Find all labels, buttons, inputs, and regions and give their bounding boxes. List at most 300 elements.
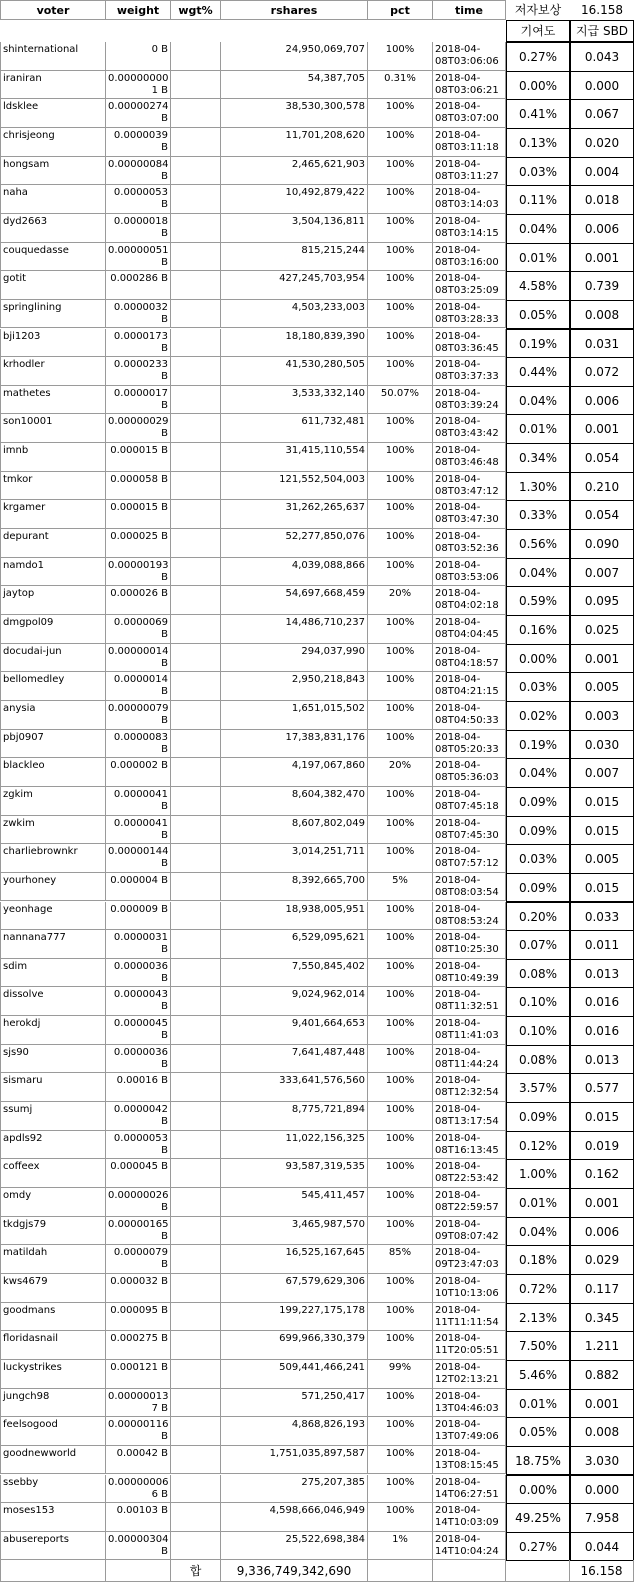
table-row bbox=[0, 1417, 640, 1446]
pct-cell: 100% bbox=[368, 99, 433, 128]
rshares-cell: 18,180,839,390 bbox=[221, 329, 368, 358]
table-row bbox=[0, 959, 640, 988]
sum-rshares: 9,336,749,342,690 bbox=[221, 1560, 368, 1582]
sbd-cell: 0.577 bbox=[570, 1073, 634, 1103]
pct-cell: 100% bbox=[368, 157, 433, 186]
rshares-cell: 7,550,845,402 bbox=[221, 959, 368, 988]
voter-cell: feelsogood bbox=[0, 1417, 106, 1446]
rshares-cell: 699,966,330,379 bbox=[221, 1331, 368, 1360]
time-cell: 2018-04-13T08:15:45 bbox=[433, 1446, 506, 1475]
table-row bbox=[0, 1446, 640, 1475]
voter-cell: omdy bbox=[0, 1188, 106, 1217]
wgt-cell bbox=[171, 1217, 221, 1246]
contribution-cell: 2.13% bbox=[506, 1303, 570, 1333]
table-row bbox=[0, 1389, 640, 1418]
rshares-cell: 31,415,110,554 bbox=[221, 443, 368, 472]
contribution-cell: 0.09% bbox=[506, 787, 570, 817]
weight-cell: 0.00000013 7 B bbox=[106, 1389, 171, 1418]
time-cell: 2018-04-08T07:45:30 bbox=[433, 816, 506, 845]
rshares-cell: 14,486,710,237 bbox=[221, 615, 368, 644]
table-row bbox=[0, 1503, 640, 1532]
voter-cell: pbj0907 bbox=[0, 730, 106, 759]
wgt-cell bbox=[171, 185, 221, 214]
weight-cell: 0.0000173 B bbox=[106, 329, 171, 358]
weight-cell: 0.00000029 B bbox=[106, 414, 171, 443]
weight-cell: 0.0000041 B bbox=[106, 787, 171, 816]
weight-cell: 0.000015 B bbox=[106, 443, 171, 472]
weight-cell: 0.0000083 B bbox=[106, 730, 171, 759]
author-reward-value: 16.158 bbox=[581, 3, 623, 17]
wgt-cell bbox=[171, 1446, 221, 1475]
pct-cell: 100% bbox=[368, 1446, 433, 1475]
pct-cell: 100% bbox=[368, 300, 433, 329]
rshares-cell: 9,024,962,014 bbox=[221, 987, 368, 1016]
rshares-cell: 8,607,802,049 bbox=[221, 816, 368, 845]
contribution-cell: 0.01% bbox=[506, 1188, 570, 1218]
rshares-cell: 571,250,417 bbox=[221, 1389, 368, 1418]
time-cell: 2018-04-13T07:49:06 bbox=[433, 1417, 506, 1446]
payout-header: 지급 SBD bbox=[570, 20, 634, 42]
sbd-cell: 0.031 bbox=[570, 329, 634, 359]
contribution-cell: 0.09% bbox=[506, 816, 570, 846]
rshares-cell: 3,465,987,570 bbox=[221, 1217, 368, 1246]
voter-cell: krhodler bbox=[0, 357, 106, 386]
sum-sbd: 16.158 bbox=[570, 1560, 634, 1582]
time-cell: 2018-04-08T03:11:18 bbox=[433, 128, 506, 157]
contribution-cell: 0.13% bbox=[506, 128, 570, 158]
sbd-cell: 0.345 bbox=[570, 1303, 634, 1333]
wgt-cell bbox=[171, 1131, 221, 1160]
weight-cell: 0.000058 B bbox=[106, 472, 171, 501]
rshares-cell: 199,227,175,178 bbox=[221, 1303, 368, 1332]
rshares-cell: 1,751,035,897,587 bbox=[221, 1446, 368, 1475]
sbd-cell: 0.000 bbox=[570, 71, 634, 101]
time-cell: 2018-04-08T03:07:00 bbox=[433, 99, 506, 128]
rshares-cell: 67,579,629,306 bbox=[221, 1274, 368, 1303]
voter-cell: sdim bbox=[0, 959, 106, 988]
voter-cell: ssebby bbox=[0, 1475, 106, 1504]
time-cell: 2018-04-08T04:50:33 bbox=[433, 701, 506, 730]
time-cell: 2018-04-11T11:11:54 bbox=[433, 1303, 506, 1332]
time-cell: 2018-04-08T10:25:30 bbox=[433, 930, 506, 959]
wgt-cell bbox=[171, 873, 221, 902]
rshares-cell: 611,732,481 bbox=[221, 414, 368, 443]
wgt-cell bbox=[171, 1188, 221, 1217]
voter-cell: nannana777 bbox=[0, 930, 106, 959]
wgt-cell bbox=[171, 71, 221, 100]
rshares-cell: 3,014,251,711 bbox=[221, 844, 368, 873]
contribution-cell: 3.57% bbox=[506, 1073, 570, 1103]
sbd-cell: 0.006 bbox=[570, 386, 634, 416]
voter-cell: ldsklee bbox=[0, 99, 106, 128]
sbd-cell: 0.739 bbox=[570, 271, 634, 301]
table-row bbox=[0, 558, 640, 587]
sbd-cell: 0.043 bbox=[570, 42, 634, 72]
wgt-cell bbox=[171, 300, 221, 329]
pct-cell: 100% bbox=[368, 701, 433, 730]
sbd-cell: 0.001 bbox=[570, 243, 634, 273]
weight-cell: 0.00103 B bbox=[106, 1503, 171, 1532]
sbd-cell: 0.033 bbox=[570, 902, 634, 932]
voter-cell: zgkim bbox=[0, 787, 106, 816]
time-cell: 2018-04-08T13:17:54 bbox=[433, 1102, 506, 1131]
sbd-cell: 0.210 bbox=[570, 472, 634, 502]
time-cell: 2018-04-08T04:21:15 bbox=[433, 672, 506, 701]
wgt-cell bbox=[171, 357, 221, 386]
contribution-cell: 0.41% bbox=[506, 99, 570, 129]
time-cell: 2018-04-11T20:05:51 bbox=[433, 1331, 506, 1360]
pct-cell: 85% bbox=[368, 1245, 433, 1274]
voter-cell: tmkor bbox=[0, 472, 106, 501]
wgt-cell bbox=[171, 128, 221, 157]
wgt-cell bbox=[171, 1102, 221, 1131]
pct-cell: 100% bbox=[368, 529, 433, 558]
rshares-cell: 10,492,879,422 bbox=[221, 185, 368, 214]
weight-cell: 0.00000006 6 B bbox=[106, 1475, 171, 1504]
table-row bbox=[0, 1245, 640, 1274]
wgt-cell bbox=[171, 1274, 221, 1303]
rshares-cell: 54,697,668,459 bbox=[221, 586, 368, 615]
voter-cell: anysia bbox=[0, 701, 106, 730]
rshares-cell: 545,411,457 bbox=[221, 1188, 368, 1217]
table-row bbox=[0, 930, 640, 959]
contribution-cell: 0.04% bbox=[506, 1217, 570, 1247]
pct-cell: 100% bbox=[368, 730, 433, 759]
pct-cell: 100% bbox=[368, 214, 433, 243]
table-row bbox=[0, 1045, 640, 1074]
sbd-cell: 3.030 bbox=[570, 1446, 634, 1476]
rshares-cell: 8,392,665,700 bbox=[221, 873, 368, 902]
pct-cell: 100% bbox=[368, 128, 433, 157]
pct-cell: 100% bbox=[368, 1188, 433, 1217]
rshares-cell: 4,197,067,860 bbox=[221, 758, 368, 787]
pct-cell: 100% bbox=[368, 1303, 433, 1332]
contribution-cell: 0.04% bbox=[506, 214, 570, 244]
wgt-cell bbox=[171, 1389, 221, 1418]
table-row bbox=[0, 1131, 640, 1160]
pct-cell: 100% bbox=[368, 1045, 433, 1074]
pct-cell: 100% bbox=[368, 357, 433, 386]
sbd-cell: 0.020 bbox=[570, 128, 634, 158]
sbd-cell: 0.095 bbox=[570, 586, 634, 616]
voter-cell: kws4679 bbox=[0, 1274, 106, 1303]
time-cell: 2018-04-08T03:52:36 bbox=[433, 529, 506, 558]
sbd-cell: 0.001 bbox=[570, 644, 634, 674]
contribution-cell: 0.16% bbox=[506, 615, 570, 645]
table-row bbox=[0, 243, 640, 272]
voter-cell: dyd2663 bbox=[0, 214, 106, 243]
table-row bbox=[0, 987, 640, 1016]
sbd-cell: 0.007 bbox=[570, 758, 634, 788]
sbd-cell: 0.006 bbox=[570, 214, 634, 244]
sbd-cell: 0.072 bbox=[570, 357, 634, 387]
weight-cell: 0.000004 B bbox=[106, 873, 171, 902]
voter-cell: iraniran bbox=[0, 71, 106, 100]
pct-cell: 100% bbox=[368, 271, 433, 300]
sbd-cell: 0.117 bbox=[570, 1274, 634, 1304]
voter-cell: floridasnail bbox=[0, 1331, 106, 1360]
table-row bbox=[0, 1016, 640, 1045]
rshares-cell: 294,037,990 bbox=[221, 644, 368, 673]
rshares-cell: 31,262,265,637 bbox=[221, 500, 368, 529]
contribution-cell: 0.09% bbox=[506, 1102, 570, 1132]
contribution-cell: 0.03% bbox=[506, 157, 570, 187]
time-cell: 2018-04-08T22:59:57 bbox=[433, 1188, 506, 1217]
wgt-cell bbox=[171, 987, 221, 1016]
contribution-cell: 0.11% bbox=[506, 185, 570, 215]
wgt-cell bbox=[171, 1417, 221, 1446]
time-cell: 2018-04-08T07:45:18 bbox=[433, 787, 506, 816]
table-row bbox=[0, 615, 640, 644]
sum-empty-cell bbox=[506, 1560, 570, 1582]
wgt-cell bbox=[171, 1016, 221, 1045]
pct-cell: 100% bbox=[368, 1102, 433, 1131]
voter-cell: blackleo bbox=[0, 758, 106, 787]
sbd-cell: 1.211 bbox=[570, 1331, 634, 1361]
rshares-cell: 3,504,136,811 bbox=[221, 214, 368, 243]
contribution-cell: 0.10% bbox=[506, 987, 570, 1017]
sum-empty-cell bbox=[0, 1560, 106, 1582]
wgt-cell bbox=[171, 558, 221, 587]
table-row bbox=[0, 472, 640, 501]
sbd-cell: 0.006 bbox=[570, 1217, 634, 1247]
contribution-cell: 0.20% bbox=[506, 902, 570, 932]
author-reward-label: 저자보상 bbox=[514, 3, 562, 17]
sbd-cell: 0.882 bbox=[570, 1360, 634, 1390]
rshares-cell: 1,651,015,502 bbox=[221, 701, 368, 730]
time-cell: 2018-04-08T03:16:00 bbox=[433, 243, 506, 272]
contribution-cell: 0.08% bbox=[506, 1045, 570, 1075]
contribution-cell: 0.05% bbox=[506, 1417, 570, 1447]
contribution-cell: 0.34% bbox=[506, 443, 570, 473]
sbd-cell: 0.007 bbox=[570, 558, 634, 588]
wgt-cell bbox=[171, 730, 221, 759]
time-cell: 2018-04-08T03:06:06 bbox=[433, 42, 506, 71]
table-row bbox=[0, 500, 640, 529]
contribution-header: 기여도 bbox=[506, 20, 570, 42]
weight-cell: 0.00000014 B bbox=[106, 644, 171, 673]
voter-cell: imnb bbox=[0, 443, 106, 472]
voter-cell: naha bbox=[0, 185, 106, 214]
rshares-cell: 4,598,666,046,949 bbox=[221, 1503, 368, 1532]
header-time: time bbox=[433, 0, 506, 20]
contribution-cell: 0.33% bbox=[506, 500, 570, 530]
voter-cell: charliebrownkr bbox=[0, 844, 106, 873]
voter-cell: dissolve bbox=[0, 987, 106, 1016]
weight-cell: 0.00000051 B bbox=[106, 243, 171, 272]
sbd-cell: 0.016 bbox=[570, 1016, 634, 1046]
time-cell: 2018-04-09T08:07:42 bbox=[433, 1217, 506, 1246]
rshares-cell: 25,522,698,384 bbox=[221, 1532, 368, 1561]
sbd-cell: 0.030 bbox=[570, 730, 634, 760]
contribution-cell: 0.04% bbox=[506, 558, 570, 588]
time-cell: 2018-04-08T08:53:24 bbox=[433, 902, 506, 931]
voter-cell: apdls92 bbox=[0, 1131, 106, 1160]
contribution-cell: 1.30% bbox=[506, 472, 570, 502]
table-row bbox=[0, 157, 640, 186]
rshares-cell: 17,383,831,176 bbox=[221, 730, 368, 759]
weight-cell: 0.00000084 B bbox=[106, 157, 171, 186]
rshares-cell: 6,529,095,621 bbox=[221, 930, 368, 959]
pct-cell: 100% bbox=[368, 443, 433, 472]
contribution-cell: 4.58% bbox=[506, 271, 570, 301]
contribution-cell: 0.18% bbox=[506, 1245, 570, 1275]
rshares-cell: 333,641,576,560 bbox=[221, 1073, 368, 1102]
sum-row bbox=[0, 1560, 640, 1582]
pct-cell: 100% bbox=[368, 1016, 433, 1045]
sbd-cell: 0.001 bbox=[570, 1389, 634, 1419]
pct-cell: 5% bbox=[368, 873, 433, 902]
sum-empty-cell bbox=[368, 1560, 433, 1582]
rshares-cell: 3,533,332,140 bbox=[221, 386, 368, 415]
table-row bbox=[0, 42, 640, 71]
contribution-cell: 0.72% bbox=[506, 1274, 570, 1304]
weight-cell: 0.000032 B bbox=[106, 1274, 171, 1303]
sbd-cell: 0.029 bbox=[570, 1245, 634, 1275]
sbd-cell: 0.015 bbox=[570, 787, 634, 817]
contribution-cell: 0.00% bbox=[506, 71, 570, 101]
time-cell: 2018-04-14T10:04:24 bbox=[433, 1532, 506, 1561]
voter-cell: gotit bbox=[0, 271, 106, 300]
sum-empty-cell bbox=[433, 1560, 506, 1582]
time-cell: 2018-04-08T05:36:03 bbox=[433, 758, 506, 787]
voter-cell: abusereports bbox=[0, 1532, 106, 1561]
pct-cell: 100% bbox=[368, 1159, 433, 1188]
wgt-cell bbox=[171, 844, 221, 873]
table-row bbox=[0, 99, 640, 128]
time-cell: 2018-04-08T04:18:57 bbox=[433, 644, 506, 673]
table-row bbox=[0, 758, 640, 787]
pct-cell: 100% bbox=[368, 1274, 433, 1303]
weight-cell: 0.00000000 1 B bbox=[106, 71, 171, 100]
rshares-cell: 4,039,088,866 bbox=[221, 558, 368, 587]
weight-cell: 0.00000144 B bbox=[106, 844, 171, 873]
rshares-cell: 52,277,850,076 bbox=[221, 529, 368, 558]
weight-cell: 0.0000014 B bbox=[106, 672, 171, 701]
weight-cell: 0.000121 B bbox=[106, 1360, 171, 1389]
rshares-cell: 41,530,280,505 bbox=[221, 357, 368, 386]
table-row bbox=[0, 816, 640, 845]
wgt-cell bbox=[171, 930, 221, 959]
table-row bbox=[0, 1217, 640, 1246]
weight-cell: 0.000095 B bbox=[106, 1303, 171, 1332]
table-row bbox=[0, 443, 640, 472]
table-row bbox=[0, 1360, 640, 1389]
pct-cell: 100% bbox=[368, 42, 433, 71]
table-row bbox=[0, 672, 640, 701]
sbd-cell: 0.005 bbox=[570, 672, 634, 702]
wgt-cell bbox=[171, 329, 221, 358]
rshares-cell: 11,022,156,325 bbox=[221, 1131, 368, 1160]
sbd-cell: 0.003 bbox=[570, 701, 634, 731]
sbd-cell: 0.015 bbox=[570, 873, 634, 903]
time-cell: 2018-04-08T10:49:39 bbox=[433, 959, 506, 988]
contribution-cell: 7.50% bbox=[506, 1331, 570, 1361]
weight-cell: 0.0000233 B bbox=[106, 357, 171, 386]
weight-cell: 0.0000018 B bbox=[106, 214, 171, 243]
pct-cell: 100% bbox=[368, 1475, 433, 1504]
contribution-cell: 0.00% bbox=[506, 644, 570, 674]
voter-cell: couquedasse bbox=[0, 243, 106, 272]
wgt-cell bbox=[171, 386, 221, 415]
sum-label: 합 bbox=[171, 1560, 221, 1582]
table-row bbox=[0, 1159, 640, 1188]
sbd-cell: 0.016 bbox=[570, 987, 634, 1017]
wgt-cell bbox=[171, 42, 221, 71]
voter-cell: jaytop bbox=[0, 586, 106, 615]
voter-cell: docudai-jun bbox=[0, 644, 106, 673]
weight-cell: 0.00000304 B bbox=[106, 1532, 171, 1561]
sbd-cell: 0.013 bbox=[570, 959, 634, 989]
header-rshares: rshares bbox=[221, 0, 368, 20]
time-cell: 2018-04-08T03:14:03 bbox=[433, 185, 506, 214]
wgt-cell bbox=[171, 959, 221, 988]
table-row bbox=[0, 1274, 640, 1303]
table-row bbox=[0, 529, 640, 558]
time-cell: 2018-04-08T03:14:15 bbox=[433, 214, 506, 243]
contribution-cell: 0.09% bbox=[506, 873, 570, 903]
pct-cell: 100% bbox=[368, 185, 433, 214]
table-row bbox=[0, 1188, 640, 1217]
table-row bbox=[0, 128, 640, 157]
wgt-cell bbox=[171, 472, 221, 501]
sbd-cell: 0.001 bbox=[570, 414, 634, 444]
contribution-cell: 0.04% bbox=[506, 758, 570, 788]
pct-cell: 100% bbox=[368, 959, 433, 988]
pct-cell: 100% bbox=[368, 243, 433, 272]
weight-cell: 0.000275 B bbox=[106, 1331, 171, 1360]
voter-cell: moses153 bbox=[0, 1503, 106, 1532]
wgt-cell bbox=[171, 758, 221, 787]
voter-cell: herokdj bbox=[0, 1016, 106, 1045]
voter-cell: hongsam bbox=[0, 157, 106, 186]
weight-cell: 0.0000069 B bbox=[106, 615, 171, 644]
table-row bbox=[0, 787, 640, 816]
pct-cell: 20% bbox=[368, 758, 433, 787]
contribution-cell: 0.03% bbox=[506, 672, 570, 702]
weight-cell: 0.0000045 B bbox=[106, 1016, 171, 1045]
sbd-cell: 0.015 bbox=[570, 1102, 634, 1132]
time-cell: 2018-04-08T08:03:54 bbox=[433, 873, 506, 902]
time-cell: 2018-04-08T22:53:42 bbox=[433, 1159, 506, 1188]
contribution-cell: 0.01% bbox=[506, 243, 570, 273]
pct-cell: 100% bbox=[368, 1217, 433, 1246]
sbd-cell: 0.001 bbox=[570, 1188, 634, 1218]
sbd-cell: 0.054 bbox=[570, 443, 634, 473]
voter-cell: yeonhage bbox=[0, 902, 106, 931]
contribution-cell: 0.03% bbox=[506, 844, 570, 874]
sbd-cell: 7.958 bbox=[570, 1503, 634, 1533]
contribution-cell: 1.00% bbox=[506, 1159, 570, 1189]
voter-cell: krgamer bbox=[0, 500, 106, 529]
time-cell: 2018-04-08T03:43:42 bbox=[433, 414, 506, 443]
rshares-cell: 8,604,382,470 bbox=[221, 787, 368, 816]
weight-cell: 0.00042 B bbox=[106, 1446, 171, 1475]
time-cell: 2018-04-14T06:27:51 bbox=[433, 1475, 506, 1504]
header-voter: voter bbox=[0, 0, 106, 20]
contribution-cell: 0.07% bbox=[506, 930, 570, 960]
voter-cell: matildah bbox=[0, 1245, 106, 1274]
weight-cell: 0.00000165 B bbox=[106, 1217, 171, 1246]
rshares-cell: 509,441,466,241 bbox=[221, 1360, 368, 1389]
table-row bbox=[0, 730, 640, 759]
time-cell: 2018-04-08T03:11:27 bbox=[433, 157, 506, 186]
sbd-cell: 0.044 bbox=[570, 1532, 634, 1562]
weight-cell: 0.0000053 B bbox=[106, 185, 171, 214]
pct-cell: 0.31% bbox=[368, 71, 433, 100]
contribution-cell: 0.08% bbox=[506, 959, 570, 989]
pct-cell: 100% bbox=[368, 902, 433, 931]
